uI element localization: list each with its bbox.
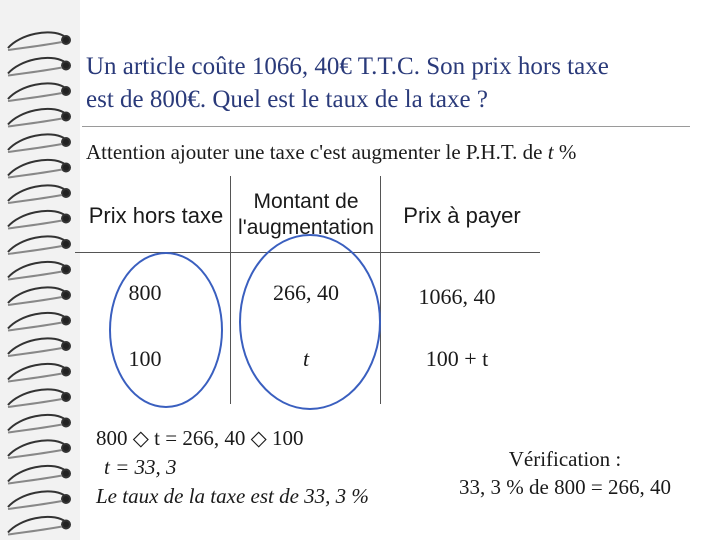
cell-100-plus-t: 100 + t bbox=[425, 346, 489, 371]
spiral-ring-back bbox=[8, 93, 62, 101]
header-montant-1: Montant de bbox=[253, 190, 359, 213]
spiral-hole bbox=[62, 164, 70, 172]
spiral-hole bbox=[62, 342, 70, 350]
spiral-hole bbox=[62, 36, 70, 44]
title-line-1: Un article coûte 1066, 40€ T.T.C. Son prix hors taxe bbox=[86, 53, 609, 80]
spiral-hole bbox=[62, 138, 70, 146]
header-prix-hors-taxe: Prix hors taxe bbox=[88, 203, 224, 228]
spiral-hole bbox=[62, 113, 70, 121]
spiral-ring-back bbox=[8, 119, 62, 127]
spiral-ring-back bbox=[8, 297, 62, 305]
spiral-hole bbox=[62, 368, 70, 376]
tax-table bbox=[75, 176, 540, 404]
note-text bbox=[86, 140, 576, 165]
spiral-hole bbox=[62, 240, 70, 248]
calculation-block bbox=[96, 424, 369, 511]
spiral-ring-back bbox=[8, 425, 62, 433]
spiral-ring-back bbox=[8, 527, 62, 535]
spiral-ring-back bbox=[8, 246, 62, 254]
calc-line-3: Le taux de la taxe est de 33, 3 % bbox=[96, 484, 369, 508]
spiral-ring-back bbox=[8, 348, 62, 356]
header-montant-2: l'augmentation bbox=[238, 216, 374, 239]
spiral-hole bbox=[62, 87, 70, 95]
spiral-hole bbox=[62, 317, 70, 325]
calc-line-2: t = 33, 3 bbox=[104, 455, 177, 479]
spiral-hole bbox=[62, 521, 70, 529]
highlight-ellipse-left bbox=[109, 252, 223, 408]
verification-label: Vérification : bbox=[508, 447, 622, 471]
title-divider bbox=[82, 126, 690, 127]
spiral-ring-back bbox=[8, 42, 62, 50]
slide-title bbox=[86, 50, 696, 116]
spiral-hole bbox=[62, 62, 70, 70]
title-line-2: est de 800€. Quel est le taux de la taxe ? bbox=[86, 86, 488, 113]
highlight-ellipse-middle bbox=[239, 234, 381, 410]
spiral-hole bbox=[62, 215, 70, 223]
spiral-ring-back bbox=[8, 501, 62, 509]
spiral-ring-back bbox=[8, 195, 62, 203]
note-main: Attention ajouter une taxe c'est augmenter le P.H.T. de bbox=[86, 140, 548, 164]
spiral-ring-back bbox=[8, 323, 62, 331]
note-unit: % bbox=[558, 140, 577, 164]
spiral-hole bbox=[62, 189, 70, 197]
spiral-ring-back bbox=[8, 399, 62, 407]
spiral-binding bbox=[0, 0, 80, 540]
spiral-ring-back bbox=[8, 170, 62, 178]
spiral-hole bbox=[62, 495, 70, 503]
spiral-ring-back bbox=[8, 272, 62, 280]
spiral-hole bbox=[62, 419, 70, 427]
spiral-hole bbox=[62, 444, 70, 452]
spiral-hole bbox=[62, 291, 70, 299]
spiral-rings-icon bbox=[0, 0, 80, 540]
spiral-hole bbox=[62, 393, 70, 401]
calc-line-1: 800 ◇ t = 266, 40 ◇ 100 bbox=[96, 426, 304, 450]
spiral-hole bbox=[62, 266, 70, 274]
cell-t: t bbox=[302, 346, 310, 371]
cell-266-40: 266, 40 bbox=[273, 280, 339, 305]
spiral-ring-back bbox=[8, 144, 62, 152]
header-prix-a-payer: Prix à payer bbox=[403, 203, 521, 228]
spiral-ring-back bbox=[8, 476, 62, 484]
spiral-ring-back bbox=[8, 450, 62, 458]
cell-800: 800 bbox=[128, 280, 162, 305]
cell-100: 100 bbox=[128, 346, 162, 371]
cell-1066-40: 1066, 40 bbox=[418, 284, 496, 309]
spiral-hole bbox=[62, 470, 70, 478]
note-variable: t bbox=[547, 140, 554, 164]
spiral-ring-back bbox=[8, 221, 62, 229]
spiral-ring-back bbox=[8, 68, 62, 76]
verification-block bbox=[440, 445, 690, 501]
verification-result: 33, 3 % de 800 = 266, 40 bbox=[459, 475, 671, 499]
spiral-ring-back bbox=[8, 374, 62, 382]
